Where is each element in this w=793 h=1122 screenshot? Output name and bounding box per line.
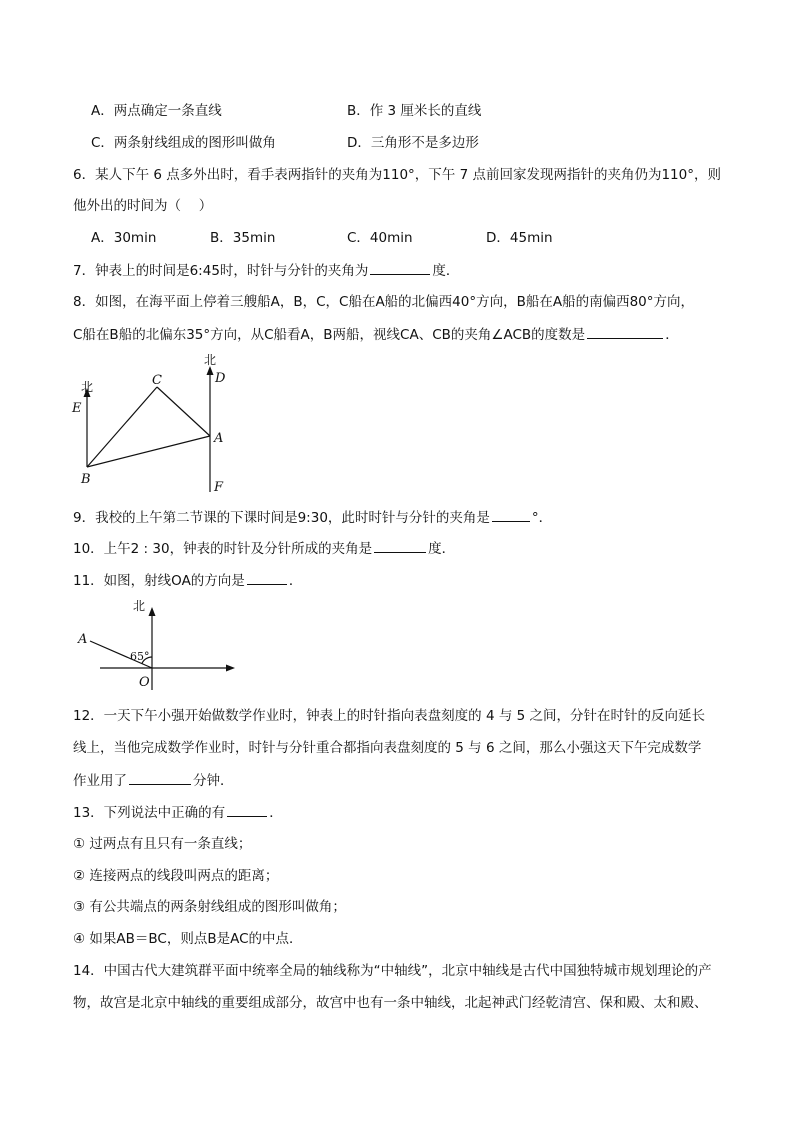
q11-line — [73, 571, 302, 589]
q11-label-north: 北 — [133, 599, 146, 613]
q6-line2: 他外出的时间为（ ） — [73, 198, 213, 214]
q13-text: 13．下列说法中正确的有 — [73, 805, 226, 821]
q12-line2: 线上，当他完成数学作业时，时针与分针重合都指向表盘刻度的 5 与 6 之间，那么小强这天下午完成数学 — [73, 740, 702, 756]
q11-arrowhead-north — [149, 607, 156, 616]
q8-segment-ba — [87, 436, 210, 467]
q13-item-1: ① 过两点有且只有一条直线； — [73, 836, 252, 852]
q11-text: 11．如图，射线OA的方向是 — [73, 573, 245, 589]
q13-end: ． — [269, 805, 283, 821]
q11-label-o: O — [139, 675, 150, 690]
q10-answer-blank[interactable] — [374, 539, 426, 553]
q5-option-d: D．三角形不是多边形 — [347, 135, 479, 151]
q5-option-c: C．两条射线组成的图形叫做角 — [91, 135, 276, 151]
q9-answer-blank[interactable] — [492, 508, 530, 522]
q6-option-b: B．35min — [210, 230, 276, 246]
q5-option-b: B．作 3 厘米长的直线 — [347, 103, 482, 119]
q12-line1: 12．一天下午小强开始做数学作业时，钟表上的时针指向表盘刻度的 4 与 5 之间，分针在时针的反向延长 — [73, 708, 706, 724]
q8-label-f: F — [214, 480, 224, 495]
q8-segment-ca — [157, 387, 210, 436]
q11-label-angle: 65° — [130, 650, 150, 663]
q11-label-a: A — [78, 632, 88, 647]
q8-label-e: E — [72, 401, 82, 416]
q10-text: 10．上午2 : 30，钟表的时针及分针所成的夹角是 — [73, 541, 373, 557]
q13-line — [73, 803, 283, 821]
q8-arrowhead-a — [207, 366, 214, 375]
q14-line2: 物，故宫是北京中轴线的重要组成部分，故宫中也有一条中轴线，北起神武门经乾清宫、保和殿、太和殿、 — [73, 995, 708, 1011]
q6-line1: 6．某人下午 6 点多外出时，看手表两指针的夹角为110°，下午 7 点前回家发现两指针的夹角仍为110°，则 — [73, 167, 721, 183]
q12-answer-blank[interactable] — [129, 771, 191, 785]
q9-text: 9．我校的上午第二节课的下课时间是9:30，此时时针与分针的夹角是 — [73, 510, 490, 526]
q8-text: C船在B船的北偏东35°方向，从C船看A，B两船，视线CA、CB的夹角∠ACB的度数是 — [73, 327, 586, 343]
q6-option-a: A．30min — [91, 230, 157, 246]
q7-text: 7．钟表上的时间是6:45时，时针与分针的夹角为 — [73, 263, 369, 279]
q6-option-c: C．40min — [347, 230, 413, 246]
q11-end: ． — [288, 573, 303, 589]
q9-line — [73, 508, 552, 526]
q8-label-a: A — [214, 431, 224, 446]
q13-item-3: ③ 有公共端点的两条射线组成的图形叫做角； — [73, 899, 346, 915]
q13-item-2: ② 连接两点的线段叫两点的距离； — [73, 868, 279, 884]
q8-end: ． — [665, 327, 679, 343]
q11-arrowhead-east — [226, 665, 235, 672]
q10-unit: 度． — [428, 541, 456, 557]
q6-option-d: D．45min — [486, 230, 553, 246]
q5-option-a: A．两点确定一条直线 — [91, 103, 222, 119]
q9-unit: °． — [531, 510, 553, 526]
q8-label-north-b: 北 — [81, 380, 94, 394]
q11-answer-blank[interactable] — [247, 571, 287, 585]
q8-label-c: C — [152, 373, 162, 388]
q12-line3 — [73, 771, 234, 789]
q8-label-b: B — [81, 472, 91, 487]
q12-unit: 分钟． — [193, 773, 234, 789]
q8-segment-bc — [87, 387, 157, 467]
q14-line1: 14．中国古代大建筑群平面中统率全局的轴线称为“中轴线”，北京中轴线是古代中国独特城市规划理论的产 — [73, 963, 712, 979]
q13-answer-blank[interactable] — [227, 803, 267, 817]
q10-line — [73, 539, 455, 557]
q8-label-north-a: 北 — [204, 353, 217, 367]
q13-item-4: ④ 如果AB＝BC，则点B是AC的中点． — [73, 931, 303, 947]
q12-text: 作业用了 — [73, 773, 127, 789]
q8-line1: 8．如图，在海平面上停着三艘船A，B，C，C船在A船的北偏西40°方向，B船在A船的南偏西80°方向， — [73, 294, 695, 310]
q8-label-d: D — [215, 371, 226, 386]
q7-unit: 度． — [432, 263, 460, 279]
